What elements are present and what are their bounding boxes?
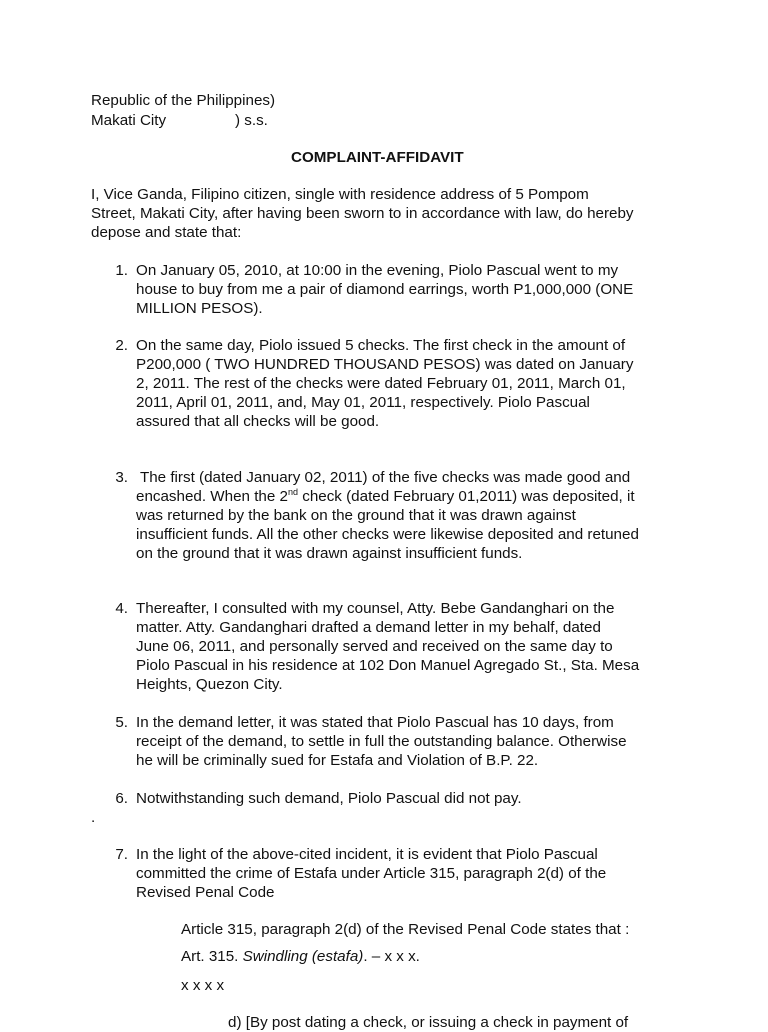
item-text xyxy=(136,789,696,808)
item-text xyxy=(136,336,696,431)
intro-line: I, Vice Ganda, Filipino citizen, single with residence address of 5 Pompom xyxy=(91,186,589,203)
ordinal-suffix: nd xyxy=(287,486,298,497)
quote-intro: Article 315, paragraph 2(d) of the Revised Penal Code states that : xyxy=(181,921,630,938)
item-line: The first (dated January 02, 2011) of the five checks was made good and xyxy=(136,469,631,486)
item-line: On January 05, 2010, at 10:00 in the evening, Piolo Pascual went to my xyxy=(136,262,619,279)
item-text xyxy=(136,845,696,902)
item-number: 4. xyxy=(115,600,128,617)
item-line: In the light of the above-cited incident, it is evident that Piolo Pascual xyxy=(136,846,598,863)
item-text xyxy=(136,261,696,318)
item-line: In the demand letter, it was stated that Piolo Pascual has 10 days, from xyxy=(136,714,614,731)
item-line: Notwithstanding such demand, Piolo Pascual did not pay. xyxy=(136,790,522,807)
item-number: 6. xyxy=(115,790,128,807)
item-line: Revised Penal Code xyxy=(136,884,275,901)
item-number: 2. xyxy=(115,337,128,354)
intro-paragraph xyxy=(91,185,634,242)
quote-ellipsis: x x x x xyxy=(181,977,225,994)
item-line: 2011, April 01, 2011, and, May 01, 2011, respectively. Piolo Pascual xyxy=(136,394,590,411)
item-number: 7. xyxy=(115,846,128,863)
item-text xyxy=(136,468,696,563)
item-line: Thereafter, I consulted with my counsel, Atty. Bebe Gandanghari on the xyxy=(136,600,615,617)
item-line: Heights, Quezon City. xyxy=(136,676,283,693)
venue-city-line xyxy=(91,111,268,130)
intro-line: depose and state that: xyxy=(91,224,242,241)
item-line: receipt of the demand, to settle in full the outstanding balance. Otherwise xyxy=(136,733,627,750)
item-line: encashed. When the 2nd check (dated February 01,2011) was deposited, it xyxy=(136,486,635,505)
item-line: On the same day, Piolo issued 5 checks. The first check in the amount of xyxy=(136,337,626,354)
item-number: 1. xyxy=(115,262,128,279)
item-line: insufficient funds. All the other checks were likewise deposited and retuned xyxy=(136,526,639,543)
quote-cut-line: d) [By post dating a check, or issuing a check in payment of xyxy=(228,1014,629,1031)
document-title: COMPLAINT-AFFIDAVIT xyxy=(291,149,464,166)
item-number: 5. xyxy=(115,714,128,731)
item-number: 3. xyxy=(115,469,128,486)
item-line: Piolo Pascual in his residence at 102 Don Manuel Agregado St., Sta. Mesa xyxy=(136,657,640,674)
item-line: house to buy from me a pair of diamond earrings, worth P1,000,000 (ONE xyxy=(136,281,634,298)
venue-city: Makati City xyxy=(91,112,167,129)
article-title: Swindling (estafa) xyxy=(242,948,364,965)
quote-article: Art. 315. Swindling (estafa). – x x x. xyxy=(181,948,420,965)
item-line: P200,000 ( TWO HUNDRED THOUSAND PESOS) was dated on January xyxy=(136,356,634,373)
item-line: MILLION PESOS). xyxy=(136,300,263,317)
item-line: he will be criminally sued for Estafa and Violation of B.P. 22. xyxy=(136,752,539,769)
stray-dot: . xyxy=(91,809,96,826)
venue-country: Republic of the Philippines) xyxy=(91,92,276,109)
venue-ss: ) s.s. xyxy=(235,112,268,129)
intro-line: Street, Makati City, after having been sworn to in accordance with law, do hereby xyxy=(91,205,634,222)
item-line: was returned by the bank on the ground that it was drawn against xyxy=(136,507,576,524)
item-line: matter. Atty. Gandanghari drafted a demand letter in my behalf, dated xyxy=(136,619,601,636)
item-line: assured that all checks will be good. xyxy=(136,413,380,430)
item-line: June 06, 2011, and personally served and received on the same day to xyxy=(136,638,613,655)
item-text xyxy=(136,599,696,694)
item-text xyxy=(136,713,696,770)
item-line: on the ground that it was drawn against insufficient funds. xyxy=(136,545,523,562)
item-line: committed the crime of Estafa under Article 315, paragraph 2(d) of the xyxy=(136,865,607,882)
item-line: 2, 2011. The rest of the checks were dated February 01, 2011, March 01, xyxy=(136,375,626,392)
